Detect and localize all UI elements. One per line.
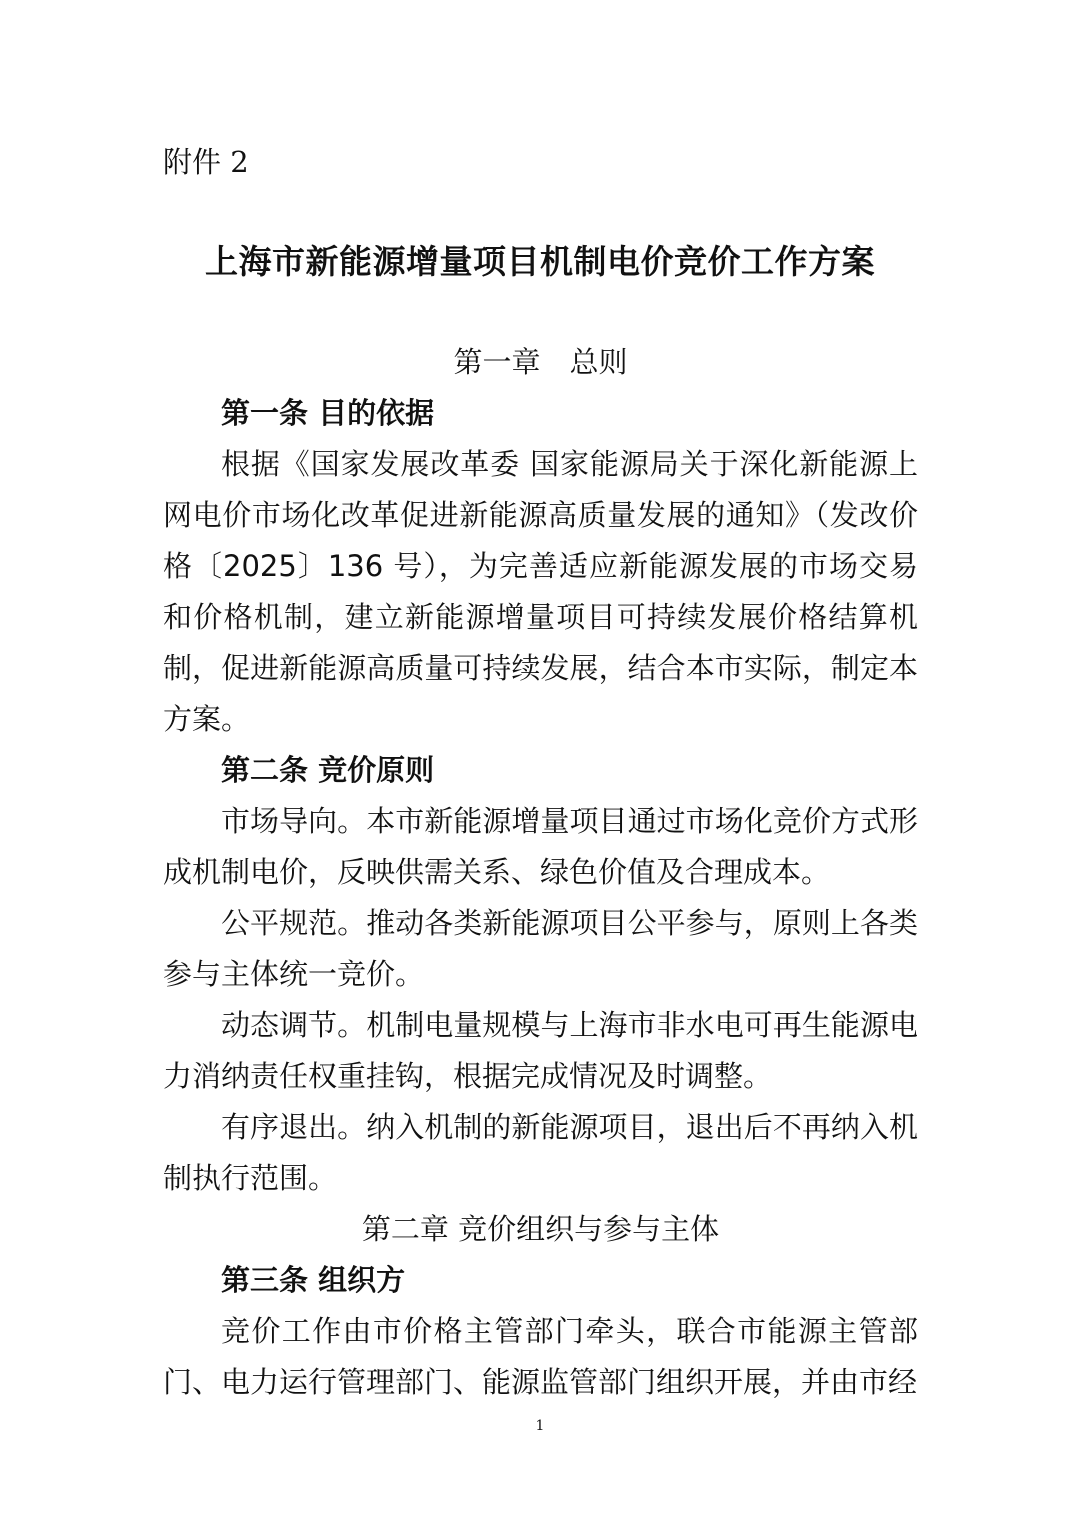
principle-fairness-paragraph: 公平规范。推动各类新能源项目公平参与，原则上各类参与主体统一竞价。: [163, 906, 918, 991]
article-3-paragraph: 竞价工作由市价格主管部门牵头，联合市能源主管部门、电力运行管理部门、能源监管部门组织开展，并由市经: [163, 1314, 918, 1399]
principle-exit-paragraph: 有序退出。纳入机制的新能源项目，退出后不再纳入机制执行范围。: [163, 1110, 918, 1195]
page-number: 1: [535, 1418, 545, 1434]
chapter-1-heading: 第一章 总则: [453, 345, 628, 379]
article-2-heading: 第二条 竞价原则: [221, 753, 435, 787]
document-body: [163, 337, 918, 1408]
article-1-heading: 第一条 目的依据: [221, 396, 435, 430]
principle-dynamic-paragraph: 动态调节。机制电量规模与上海市非水电可再生能源电力消纳责任权重挂钩，根据完成情况及时调整。: [163, 1008, 918, 1093]
chapter-2-heading: 第二章 竞价组织与参与主体: [361, 1212, 720, 1246]
principle-market-paragraph: 市场导向。本市新能源增量项目通过市场化竞价方式形成机制电价，反映供需关系、绿色价值及合理成本。: [163, 804, 918, 889]
attachment-label: 附件 2: [163, 145, 249, 179]
article-3-heading: 第三条 组织方: [221, 1263, 406, 1297]
article-1-paragraph: 根据《国家发展改革委 国家能源局关于深化新能源上网电价市场化改革促进新能源高质量发展的通知》（发改价格〔2025〕136 号），为完善适应新能源发展的市场交易和价格机制，建立新能源增量项目可持续发展价格结算机制，促进新能源高质量可持续发展，结合本市实际，制定本方案。: [163, 447, 918, 736]
document-title: 上海市新能源增量项目机制电价竞价工作方案: [205, 242, 875, 281]
